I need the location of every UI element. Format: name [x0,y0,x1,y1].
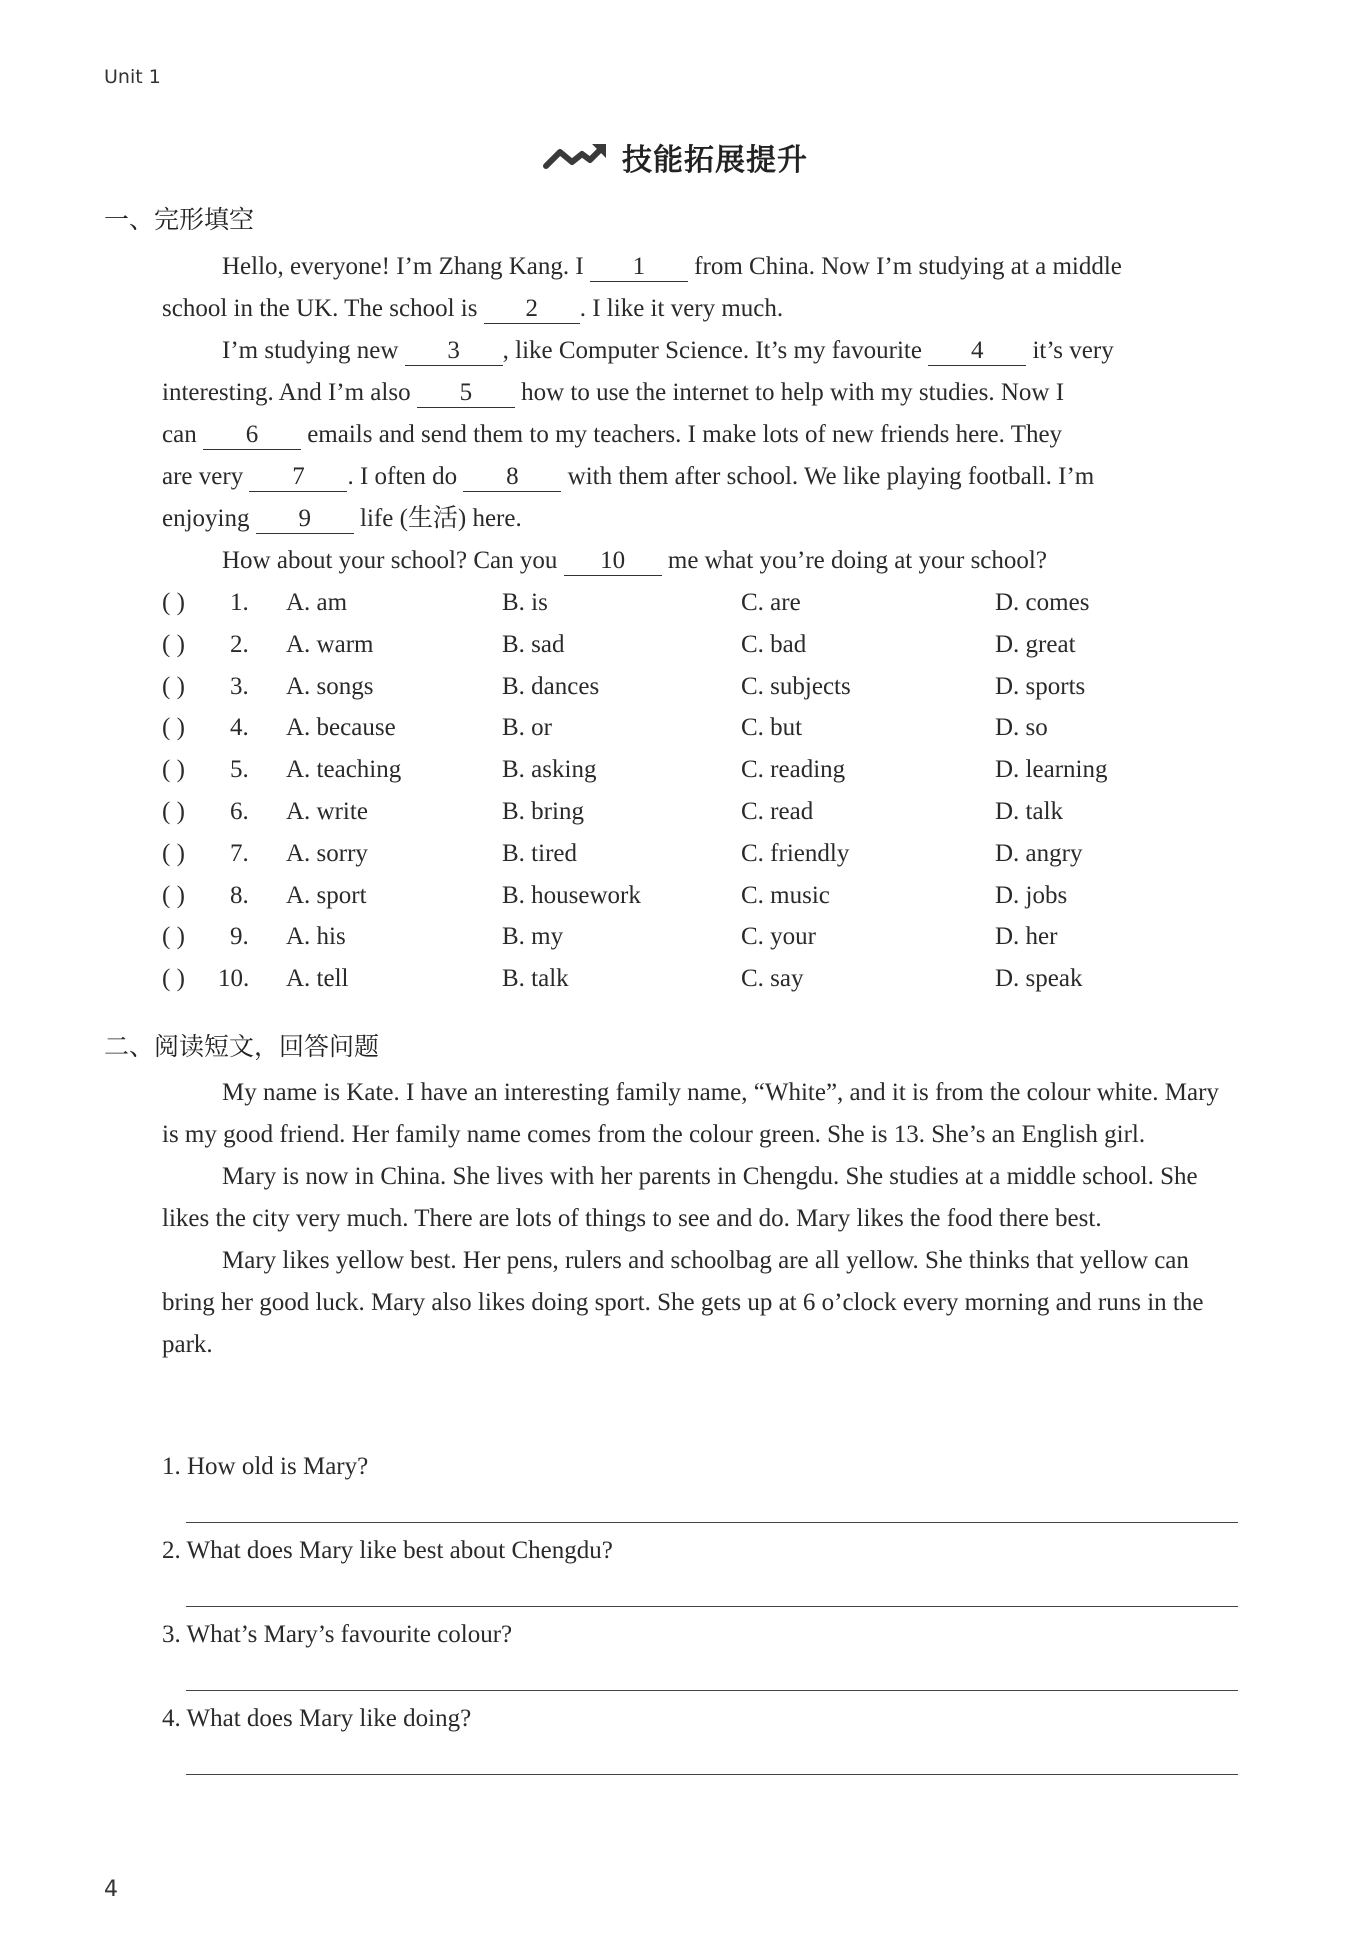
page-number: 4 [104,1877,118,1902]
option-c: C. are [741,589,801,616]
cloze-line: interesting. And I’m also 5 how to use the internet to help with my studies. Now I [162,379,1065,406]
cloze-line: Hello, everyone! I’m Zhang Kang. I 1 from China. Now I’m studying at a middle [222,253,1122,280]
question-row: ( ) 4. A. because B. or C. but D. so [162,707,1162,749]
page-title: 技能拓展提升 [622,143,808,178]
option-d: D. jobs [995,881,1068,909]
blank[interactable]: 7 [249,463,347,492]
option-a: A. his [286,923,346,951]
blank[interactable]: 5 [417,379,515,408]
question-row: ( ) 1. A. am B. is C. are D. comes [162,582,1162,624]
answer-paren[interactable]: ( ) [162,756,185,784]
answer-paren[interactable]: ( ) [162,672,185,700]
answer-paren[interactable]: ( ) [162,630,185,658]
blank[interactable]: 3 [405,337,503,366]
answer-paren[interactable]: ( ) [162,881,185,909]
blank[interactable]: 4 [928,337,1026,366]
question-row: ( ) 6. A. write B. bring C. read D. talk [162,791,1162,833]
answer-paren[interactable]: ( ) [162,965,185,993]
option-a: A. sorry [286,839,368,867]
cloze-line: enjoying 9 life (生活) here. [162,505,522,532]
option-b: B. housework [502,881,641,909]
question-1: 1. How old is Mary? [162,1453,369,1480]
blank[interactable]: 6 [203,421,301,450]
unit-label: Unit 1 [104,66,161,88]
cloze-line: school in the UK. The school is 2 . I like it very much. [162,295,784,322]
option-d: D. speak [995,965,1083,993]
cloze-line: are very 7 . I often do 8 with them after school. We like playing football. I’m [162,463,1095,490]
option-c: C. reading [741,756,846,784]
option-b: B. sad [502,630,565,658]
option-d: D. learning [995,756,1108,784]
question-row: ( ) 10. A. tell B. talk C. say D. speak [162,958,1162,1000]
answer-paren[interactable]: ( ) [162,589,185,616]
title-bar [0,134,1350,180]
question-4: 4. What does Mary like doing? [162,1705,472,1732]
blank[interactable]: 8 [463,463,561,492]
option-a: A. because [286,714,396,742]
option-c: C. subjects [741,672,851,700]
section-heading-cloze: 一、完形填空 [104,205,255,234]
option-b: B. dances [502,672,600,700]
cloze-line: I’m studying new 3 , like Computer Science. It’s my favourite 4 it’s very [222,337,1114,364]
option-d: D. comes [995,589,1090,616]
option-d: D. so [995,714,1048,742]
option-a: A. songs [286,672,374,700]
question-row: ( ) 9. A. his B. my C. your D. her [162,916,1162,958]
question-row: ( ) 5. A. teaching B. asking C. reading D. learning [162,749,1162,791]
option-c: C. say [741,965,804,993]
option-c: C. read [741,797,814,825]
answer-line-3[interactable] [186,1690,1238,1691]
reading-paragraph: My name is Kate. I have an interesting family name, “White”, and it is from the colour white. Mary is my good friend. Her family name comes from the colour green. She is 13. She’s an English girl. [162,1079,1219,1148]
answer-paren[interactable]: ( ) [162,923,185,951]
option-a: A. sport [286,881,367,909]
option-b: B. or [502,714,552,742]
reading-passage [162,1072,1232,1366]
section-heading-reading: 二、阅读短文，回答问题 [104,1032,380,1061]
options-table [162,582,1162,1000]
option-a: A. teaching [286,756,402,784]
option-d: D. angry [995,839,1083,867]
blank[interactable]: 1 [590,253,688,282]
question-row: ( ) 7. A. sorry B. tired C. friendly D. angry [162,833,1162,875]
option-b: B. tired [502,839,577,867]
cloze-line: How about your school? Can you 10 me what you’re doing at your school? [222,547,1047,574]
option-a: A. write [286,797,368,825]
option-d: D. her [995,923,1058,951]
answer-paren[interactable]: ( ) [162,839,185,867]
blank[interactable]: 2 [484,295,580,324]
question-3: 3. What’s Mary’s favourite colour? [162,1621,513,1648]
option-b: B. my [502,923,564,951]
answer-line-2[interactable] [186,1606,1238,1607]
answer-paren[interactable]: ( ) [162,797,185,825]
option-c: C. but [741,714,803,742]
option-b: B. is [502,589,548,616]
question-row: ( ) 2. A. warm B. sad C. bad D. great [162,624,1162,666]
option-a: A. tell [286,965,349,993]
question-row: ( ) 3. A. songs B. dances C. subjects D. sports [162,666,1162,708]
trend-arrow-icon [542,142,608,172]
question-2: 2. What does Mary like best about Chengdu? [162,1537,613,1564]
option-c: C. music [741,881,830,909]
option-a: A. warm [286,630,374,658]
reading-paragraph: Mary likes yellow best. Her pens, rulers and schoolbag are all yellow. She thinks that yellow can bring her good luck. Mary also likes doing sport. She gets up at 6 o’clock every morning and runs in the park. [162,1247,1204,1358]
blank[interactable]: 10 [564,547,662,576]
option-c: C. bad [741,630,807,658]
option-d: D. sports [995,672,1086,700]
option-d: D. great [995,630,1076,658]
option-b: B. bring [502,797,584,825]
option-c: C. friendly [741,839,850,867]
option-b: B. talk [502,965,569,993]
answer-line-1[interactable] [186,1522,1238,1523]
reading-paragraph: Mary is now in China. She lives with her parents in Chengdu. She studies at a middle school. She likes the city very much. There are lots of things to see and do. Mary likes the food there best. [162,1163,1198,1232]
answer-paren[interactable]: ( ) [162,714,185,742]
answer-line-4[interactable] [186,1774,1238,1775]
option-c: C. your [741,923,816,951]
option-a: A. am [286,589,348,616]
option-b: B. asking [502,756,597,784]
blank[interactable]: 9 [256,505,354,534]
cloze-passage [162,246,1232,582]
question-row: ( ) 8. A. sport B. housework C. music D. jobs [162,875,1162,917]
cloze-line: can 6 emails and send them to my teachers. I make lots of new friends here. They [162,421,1063,448]
option-d: D. talk [995,797,1064,825]
